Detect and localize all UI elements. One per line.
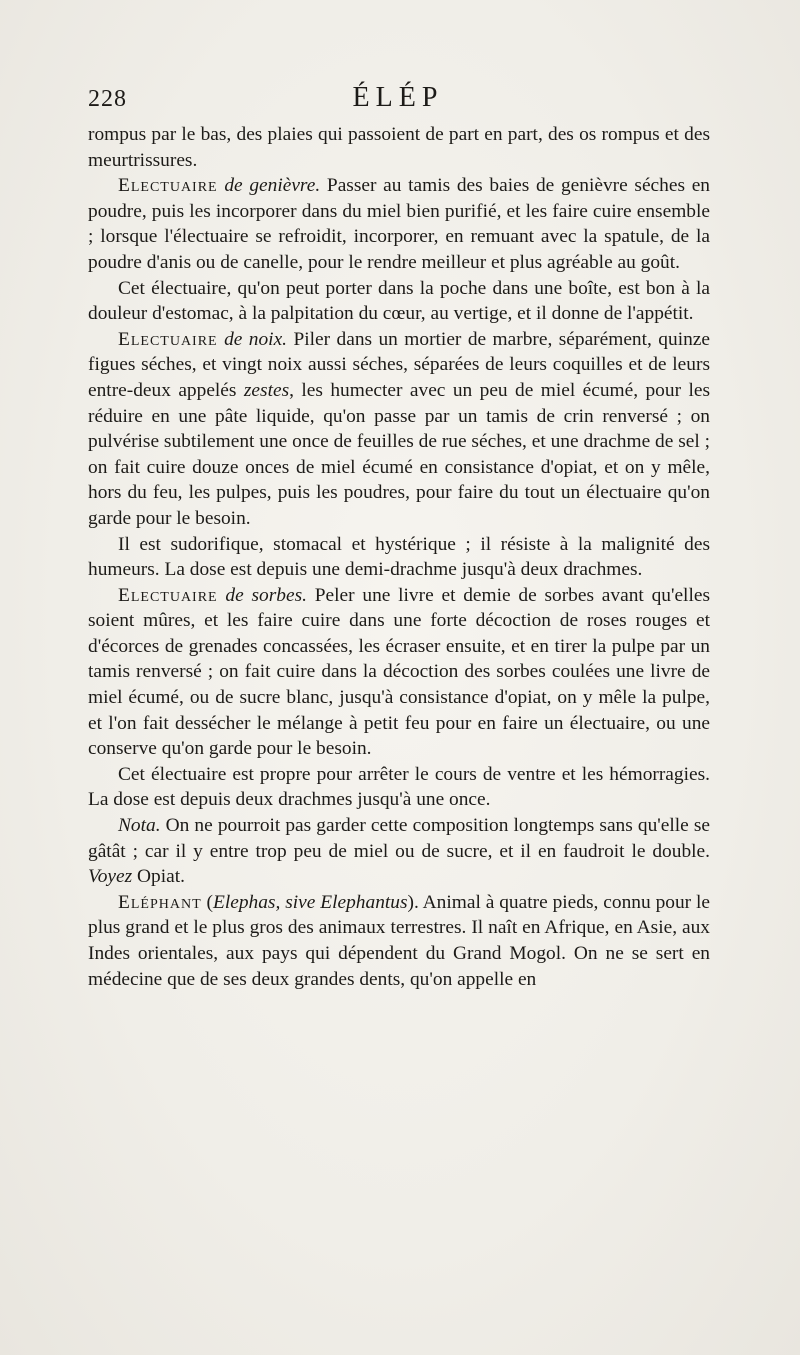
text-segment: Passer au tamis des baies de genièvre séches en poudre, puis les incorporer dans du miel bien purifié, et les faire cuire ensemble ; lorsque l'électuaire se refroidit, incorporer, en remuant avec la spatule, de la poudre d'anis ou de canelle, pour le rendre meilleur et plus agréable au goût. — [88, 175, 711, 273]
running-head: ÉLÉP — [352, 82, 444, 113]
text-segment: de genièvre. — [224, 175, 321, 197]
paragraph-electuaire-noix — [88, 327, 710, 532]
paragraph-nota — [88, 813, 710, 890]
paragraph-sorbes-usage — [88, 762, 710, 813]
text-segment: Peler une livre et demie de sorbes avant qu'elles soient mûres, et les faire cuire dans une forte décoction de roses rouges et d'écorces de grenades concassées, les écraser ensuite, et en tirer la pulpe par un tamis renversé ; on fait cuire dans la décoction des sorbes coulées une livre de miel écumé, ou de sucre blanc, jusqu'à consistance d'opiat, on y mêle la pulpe, et l'on fait dessécher le mélange à petit feu pour en faire un électuaire, ou une conserve qu'on garde pour le besoin. — [88, 584, 710, 760]
text-segment: Il est sudorifique, stomacal et hystérique ; il résiste à la malignité des humeurs. La dose est depuis une demi-drachme jusqu'à deux drachmes. — [88, 533, 710, 581]
text-segment: On ne pourroit pas garder cette composition longtemps sans qu'elle se gâtât ; car il y entre trop peu de miel ou de sucre, et il en faudroit le double. — [88, 815, 710, 862]
text-segment: Voyez — [88, 866, 133, 888]
text-segment: Eléphant — [118, 891, 202, 913]
page-header — [88, 82, 708, 122]
text-segment: ( — [201, 891, 213, 913]
text-segment: Electuaire — [118, 175, 218, 197]
text-segment: Opiat. — [132, 866, 185, 888]
paragraph-electuaire-genievre — [88, 173, 710, 275]
body-text — [88, 122, 710, 992]
page-number: 228 — [88, 86, 127, 112]
text-segment: Piler dans un mortier de marbre, séparément, quinze figues séches, et vingt noix aussi séches, séparées de leurs coquilles et de leurs entre-deux appelés — [88, 328, 710, 401]
text-segment: de sorbes. — [225, 584, 307, 606]
text-segment: zestes — [243, 379, 290, 401]
paragraph-electuaire-sorbes — [88, 583, 710, 762]
text-segment: Cet électuaire, qu'on peut porter dans la poche dans une boîte, est bon à la douleur d'estomac, à la palpitation du cœur, au vertige, et il donne de l'appétit. — [88, 277, 710, 325]
paragraph-elephant — [88, 890, 710, 992]
paragraph-noix-usage — [88, 532, 710, 583]
text-segment: Cet électuaire est propre pour arrêter le cours de ventre et les hémorragies. La dose est depuis deux drachmes jusqu'à une once. — [88, 763, 710, 811]
text-segment: , les humecter avec un peu de miel écumé, pour les réduire en une pâte liquide, qu'on passe par un tamis de crin renversé ; on pulvérise subtilement une once de feuilles de rue séches, et une drachme de sel ; on fait cuire douze onces de miel écumé en consistance d'opiat, et on y mêle, hors du feu, les pulpes, puis les poudres, pour faire du tout un électuaire qu'on garde pour le besoin. — [88, 379, 710, 529]
paragraph-continuation — [88, 122, 710, 173]
paragraph-genievre-usage — [88, 276, 710, 327]
text-segment: Electuaire — [118, 584, 218, 606]
text-segment: de noix. — [224, 328, 288, 350]
text-segment: Electuaire — [118, 328, 218, 350]
text-segment: Nota. — [118, 815, 161, 837]
text-segment: ). Animal à quatre pieds, connu pour le plus grand et le plus gros des animaux terrestres. Il naît en Afrique, en Asie, aux Indes orientales, aux pays qui dépendent du Grand Mogol. On ne se sert en médecine que de ses deux grandes dents, qu'on appelle en — [88, 891, 711, 990]
text-segment: Elephas, sive Elephantus — [213, 891, 408, 913]
text-segment: rompus par le bas, des plaies qui passoient de part en part, des os rompus et des meurtrissures. — [88, 124, 710, 171]
